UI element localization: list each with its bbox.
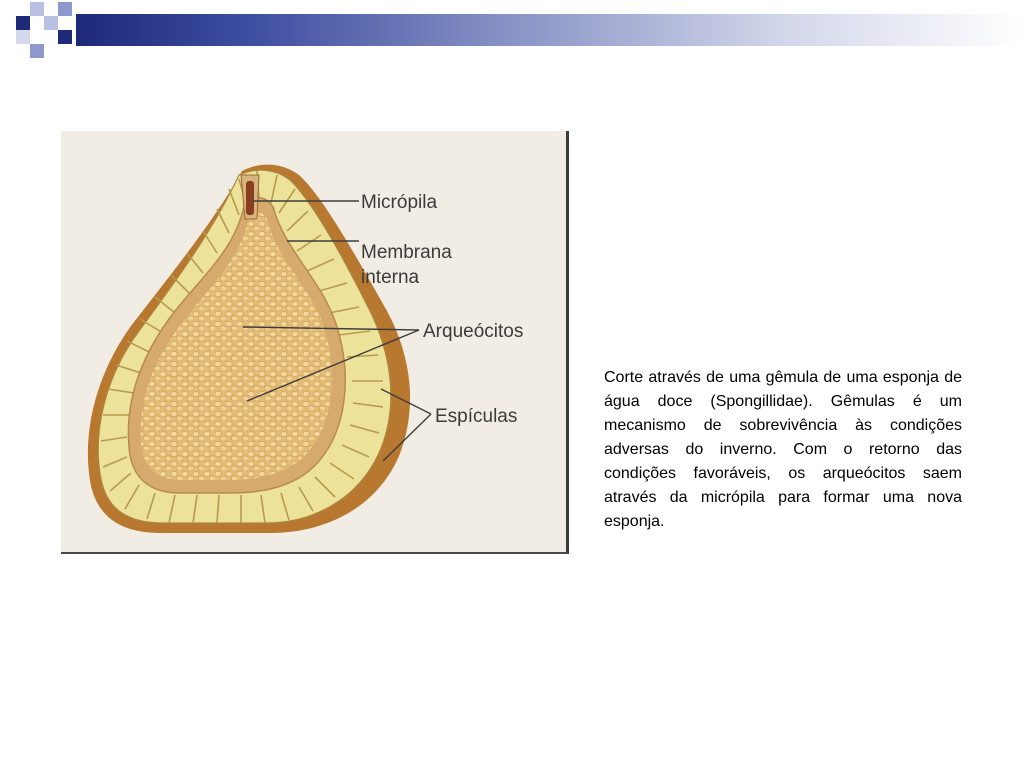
decor-square-dark (16, 16, 30, 30)
micropyle-opening (246, 181, 254, 215)
label-inner-membrane-1: Membrana (361, 242, 452, 263)
label-micropyle: Micrópila (361, 192, 438, 213)
decor-square-mid (58, 2, 72, 16)
decor-square-light (16, 30, 30, 44)
decor-square-light (44, 16, 58, 30)
header-decoration (0, 0, 1024, 64)
decor-square-dark (58, 30, 72, 44)
decor-square-mid (30, 44, 44, 58)
label-inner-membrane-2: interna (361, 267, 420, 288)
decor-square-light (30, 2, 44, 16)
label-spicules: Espículas (435, 406, 518, 427)
gemmule-illustration (61, 131, 569, 554)
label-archaeocytes: Arqueócitos (423, 321, 524, 342)
slide-caption: Corte através de uma gêmula de uma esponja de água doce (Spongillidae). Gêmulas é um mecanismo de sobrevivência às condições adversas do inverno. Com o retorno das condições favoráveis, os arqueócitos saem através da micrópila para formar uma nova esponja. (604, 369, 962, 530)
gemmule-diagram (61, 131, 569, 554)
header-gradient-bar (76, 14, 1024, 46)
